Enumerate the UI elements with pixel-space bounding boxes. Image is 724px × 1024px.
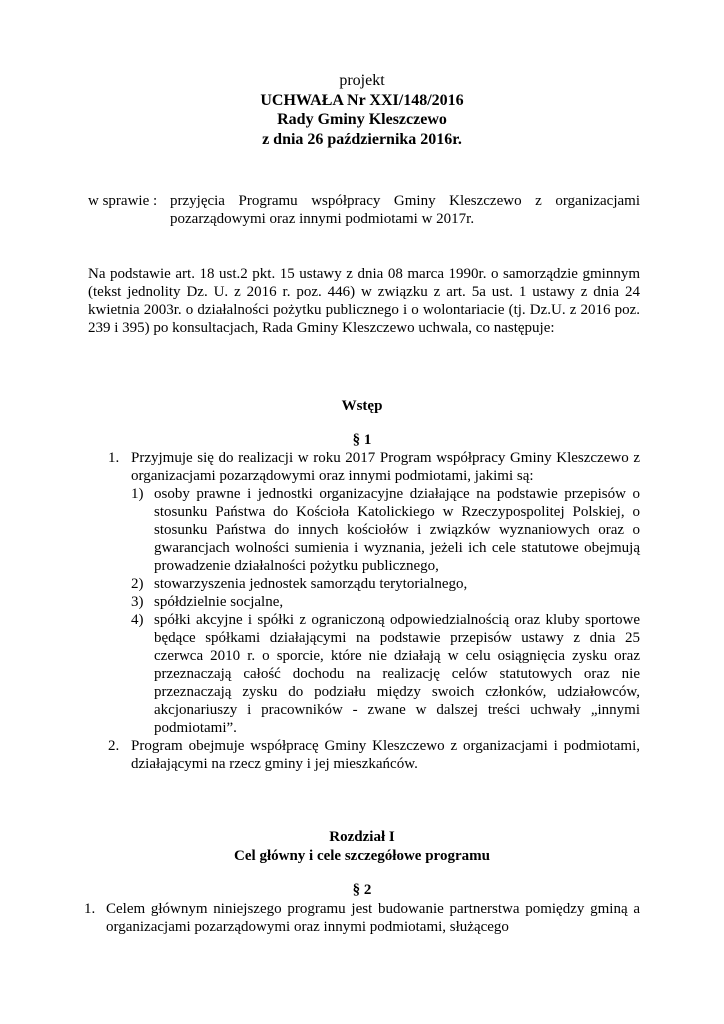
item-number: 2. <box>108 738 120 754</box>
item-text: Celem głównym niniejszego programu jest budowanie partnerstwa pomiędzy gminą a organizacjami pozarządowymi oraz innymi podmiotami, służącego <box>106 901 640 935</box>
list-item <box>84 900 640 936</box>
chapter-1-subtitle: Cel główny i cele szczegółowe programu <box>234 848 490 864</box>
resolution-date: z dnia 26 października 2016r. <box>262 130 462 148</box>
sub-list-item <box>131 593 640 611</box>
sub-item-text: osoby prawne i jednostki organizacyjne działające na podstawie przepisów o stosunku Państwa do Kościoła Katolickiego w Rzeczypospolitej Polskiej, o stosunku Państwa do innych kościołów i związków wyznaniowych oraz o gwarancjach wolności sumienia i wyznania, jeżeli ich cele statutowe obejmują prowadzenie działalności pożytku publicznego, <box>154 486 640 574</box>
sub-list-item <box>131 611 640 737</box>
item-number: 1. <box>108 450 120 466</box>
item-text: Program obejmuje współpracę Gminy Kleszczewo z organizacjami i podmiotami, działającymi na rzecz gminy i jej mieszkańców. <box>131 738 640 772</box>
legal-basis-paragraph: Na podstawie art. 18 ust.2 pkt. 15 ustawy z dnia 08 marca 1990r. o samorządzie gminnym (tekst jednolity Dz. U. z 2016 r. poz. 446) w związku z art. 5a ust. 1 ustawy z dnia 24 kwietnia 2003r. o działalności pożytku publicznego i o wolontariacie (tj. Dz.U. z 2016 poz. 239 i 395) po konsultacjach, Rada Gminy Kleszczewo uchwala, co następuje: <box>88 266 640 336</box>
subject-label: w sprawie : <box>88 193 158 209</box>
section-1-list <box>108 449 640 773</box>
sub-list <box>131 485 640 737</box>
sub-item-number: 2) <box>131 576 144 592</box>
sub-item-number: 4) <box>131 612 144 628</box>
item-number: 1. <box>84 901 96 917</box>
subject-text: przyjęcia Programu współpracy Gminy Kleszczewo z organizacjami pozarządowymi oraz innymi podmiotami w 2017r. <box>170 193 640 227</box>
list-item <box>108 737 640 773</box>
item-text: Przyjmuje się do realizacji w roku 2017 Program współpracy Gminy Kleszczewo z organizacjami pozarządowymi oraz innymi podmiotami, jakimi są: <box>131 450 640 484</box>
list-item <box>108 449 640 485</box>
introduction-heading: Wstęp <box>341 398 383 414</box>
sub-item-number: 1) <box>131 486 144 502</box>
sub-item-text: stowarzyszenia jednostek samorządu terytorialnego, <box>154 576 468 592</box>
section-1-heading: § 1 <box>352 432 372 448</box>
subject-block <box>88 192 640 228</box>
resolution-number: UCHWAŁA Nr XXI/148/2016 <box>260 91 464 109</box>
sub-list-item <box>131 485 640 575</box>
sub-item-text: spółdzielnie socjalne, <box>154 594 284 610</box>
sub-item-text: spółki akcyjne i spółki z ograniczoną odpowiedzialnością oraz kluby sportowe będące spółkami działającymi na podstawie przepisów ustawy z dnia 25 czerwca 2010 r. o sporcie, które nie działają w celu osiągnięcia zysku oraz przeznaczają całość dochodu na realizację celów statutowych oraz nie przeznaczają zysku do podziału między swoich członków, udziałowców, akcjonariuszy i pracowników - zwane w dalszej treści uchwały „innymi podmiotami”. <box>154 612 640 736</box>
document-header <box>0 71 724 149</box>
sub-item-number: 3) <box>131 594 144 610</box>
section-2-list <box>84 900 640 936</box>
council-name: Rady Gminy Kleszczewo <box>277 111 447 128</box>
sub-list-item <box>131 575 640 593</box>
chapter-1-title: Rozdział I <box>329 829 395 845</box>
draft-label: projekt <box>339 72 385 89</box>
section-2-heading: § 2 <box>352 882 372 898</box>
